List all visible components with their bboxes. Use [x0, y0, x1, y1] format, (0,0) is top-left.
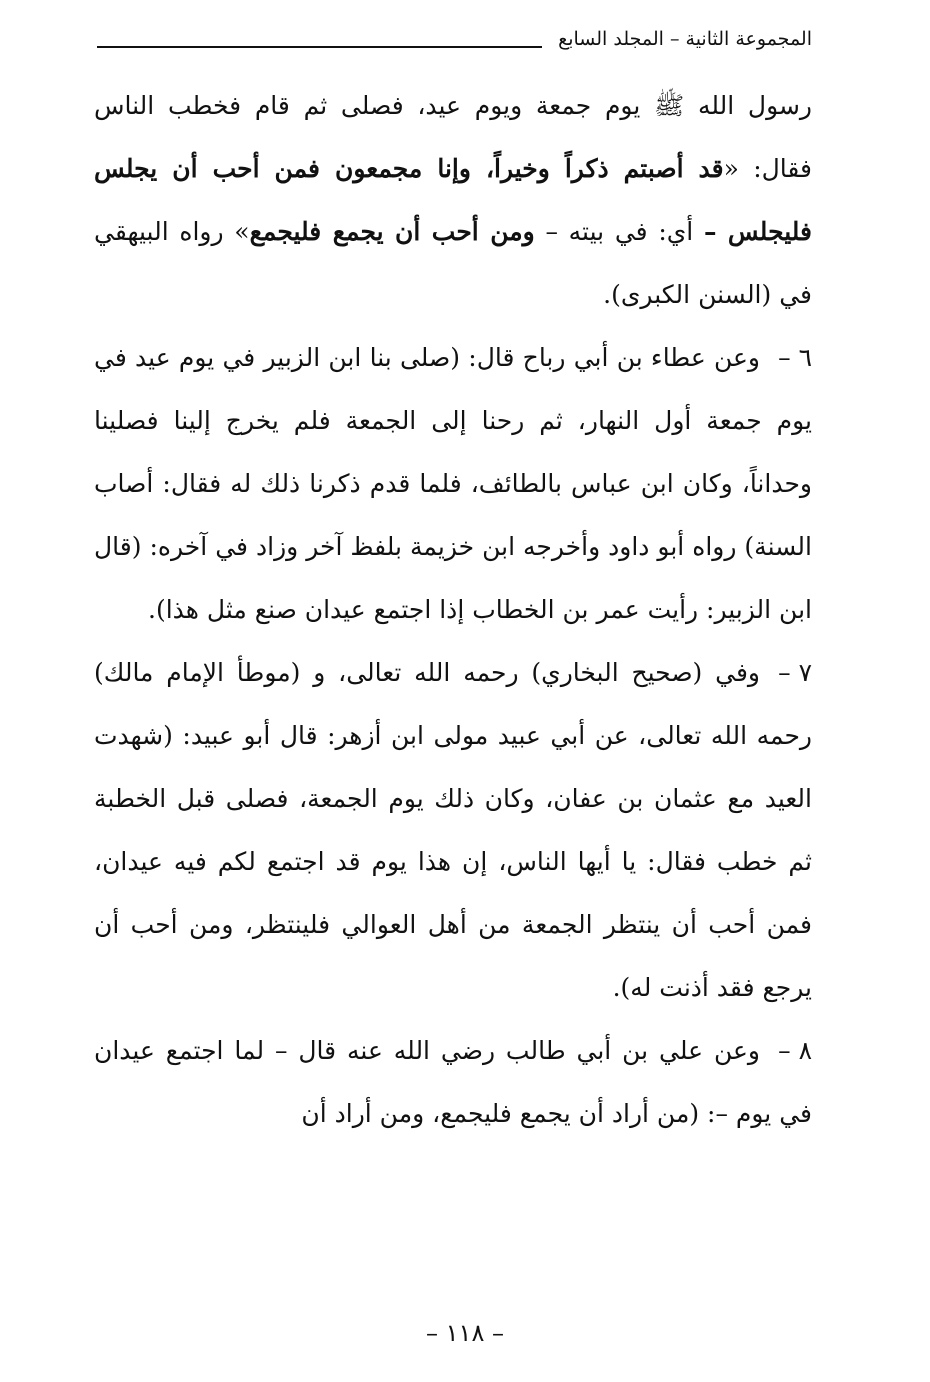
body-text	[94, 74, 812, 1145]
running-header: المجموعة الثانية – المجلد السابع	[558, 28, 812, 50]
paragraph-7	[94, 641, 812, 1019]
hadith-quote-bold: ومن أحب أن يجمع فليجمع	[249, 217, 535, 246]
hadith-quote-bold: قد أصبتم ذكراً وخيراً، وإنا مجمعون فمن أحب أن يجلس فليجلس –	[94, 154, 812, 246]
item-number: ٨ –	[778, 1036, 812, 1065]
segment: وعن علي بن أبي طالب رضي الله عنه قال – لما اجتمع عيدان في يوم –: (من أراد أن يجمع فليجمع، ومن أراد أن	[94, 1036, 812, 1128]
segment: وفي (صحيح البخاري) رحمه الله تعالى، و (موطأ الإمام مالك) رحمه الله تعالى، عن أبي عبيد مولى ابن أزهر: قال أبو عبيد: (شهدت العيد مع عثمان بن عفان، وكان ذلك يوم الجمعة، فصلى قبل الخطبة ثم خطب فقال: يا أيها الناس، إن هذا يوم قد اجتمع لكم فيه عيدان، فمن أحب أن ينتظر الجمعة من أهل العوالي فلينتظر، ومن أحب أن يرجع فقد أذنت له).	[94, 658, 812, 1002]
item-number: ٦ –	[778, 343, 812, 372]
page-number: – ١١٨ –	[426, 1319, 504, 1347]
paragraph-8	[94, 1019, 812, 1145]
segment: وعن عطاء بن أبي رباح قال: (صلى بنا ابن الزبير في يوم عيد في يوم جمعة أول النهار، ثم رحنا إلى الجمعة فلم يخرج إلينا فصلينا وحداناً، وكان ابن عباس بالطائف، فلما قدم ذكرنا ذلك له فقال: أصاب السنة) رواه أبو داود وأخرجه ابن خزيمة بلفظ آخر وزاد في آخره: (قال ابن الزبير: رأيت عمر بن الخطاب إذا اجتمع عيدان صنع مثل هذا).	[94, 343, 812, 624]
segment: رسول الله ﷺ يوم جمعة ويوم عيد، فصلى ثم قام فخطب الناس فقال: «	[94, 91, 812, 183]
header-rule	[97, 46, 542, 48]
paragraph-6	[94, 326, 812, 641]
segment: » رواه البيهقي في (السنن الكبرى).	[94, 217, 812, 309]
paragraph-continuation	[94, 74, 812, 326]
item-number: ٧ –	[778, 658, 812, 687]
segment: أي: في بيته –	[534, 217, 704, 246]
